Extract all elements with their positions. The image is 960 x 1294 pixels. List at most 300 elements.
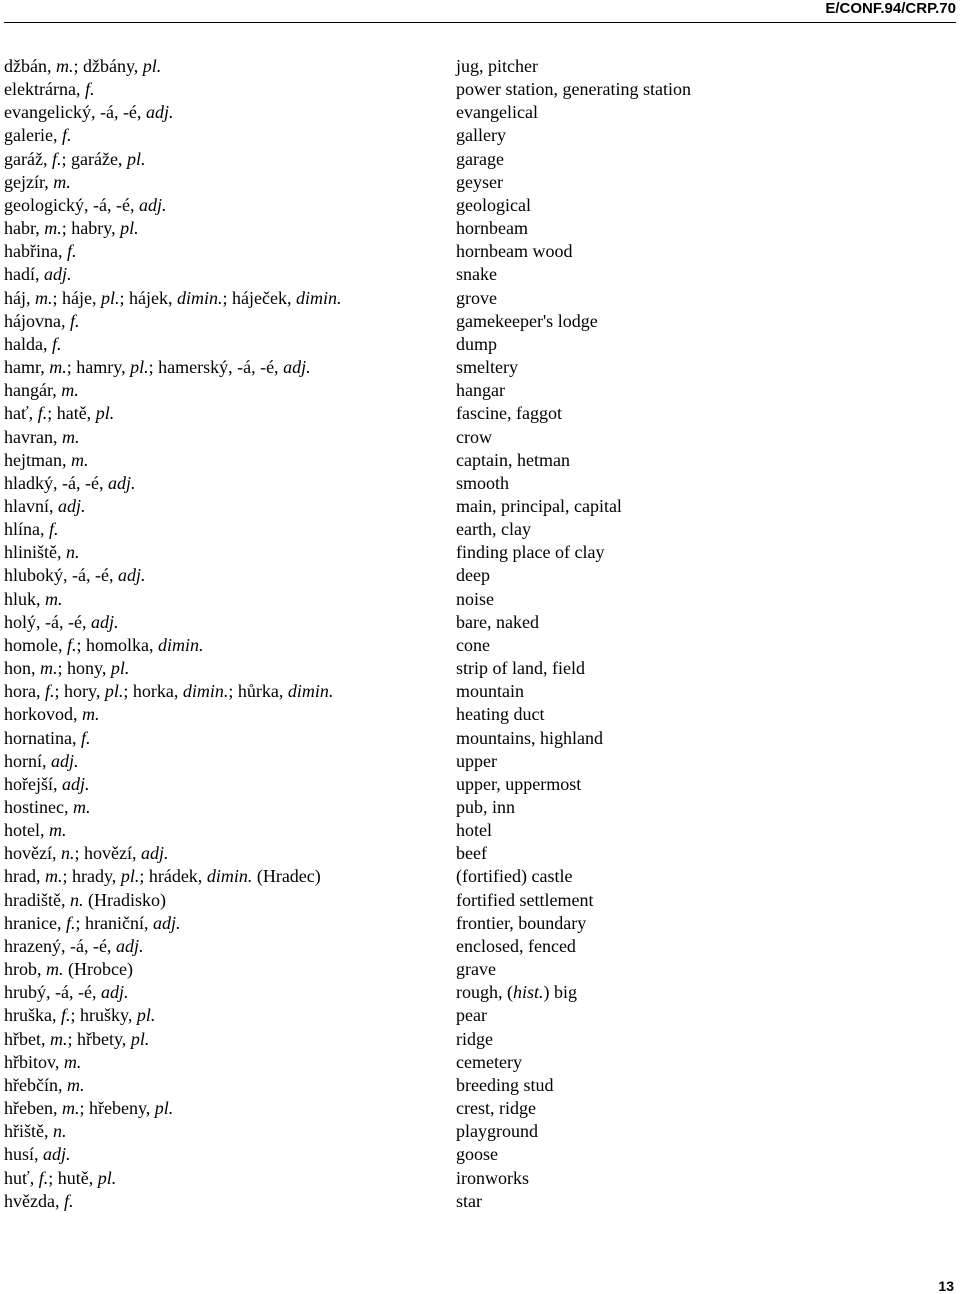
grammar-abbreviation: m. [49, 820, 67, 841]
english-gloss [456, 680, 524, 703]
czech-term-text: (Hrobce) [63, 959, 133, 980]
glossary-entry [4, 657, 956, 680]
english-gloss [456, 495, 622, 518]
english-gloss [456, 379, 505, 402]
czech-term-text: hladký, -á, -é, [4, 472, 108, 493]
czech-term-text: ; hřbety, [67, 1028, 131, 1049]
glossary-entry [4, 588, 956, 611]
english-gloss-text: grove [456, 287, 497, 308]
czech-term-text: hejtman, [4, 449, 71, 470]
grammar-abbreviation: adj. [58, 495, 86, 516]
czech-term [4, 287, 341, 310]
czech-term [4, 819, 67, 842]
english-gloss-text: deep [456, 565, 490, 586]
czech-term [4, 217, 139, 240]
english-gloss-text: grave [456, 959, 496, 980]
glossary-entry [4, 1028, 956, 1051]
czech-term-text: hranice, [4, 912, 66, 933]
grammar-abbreviation: f. [84, 79, 95, 100]
english-gloss-text: gamekeeper's lodge [456, 310, 598, 331]
czech-term [4, 101, 173, 124]
czech-term [4, 889, 166, 912]
grammar-abbreviation: pl. [130, 357, 149, 378]
czech-term [4, 1097, 173, 1120]
english-gloss-text: mountain [456, 681, 524, 702]
grammar-abbreviation: dimin. [287, 681, 334, 702]
grammar-abbreviation: adj. [100, 982, 129, 1003]
grammar-abbreviation: adj. [115, 935, 144, 956]
glossary-entry [4, 1097, 956, 1120]
grammar-abbreviation: adj. [44, 264, 72, 285]
glossary-entry [4, 356, 956, 379]
english-gloss [456, 958, 496, 981]
czech-term-text: ; hůrka, [228, 681, 288, 702]
english-gloss-text: crow [456, 426, 492, 447]
grammar-abbreviation: f. [61, 1005, 71, 1026]
czech-term-text: habřina, [4, 241, 67, 262]
glossary-entry [4, 1004, 956, 1027]
czech-term-text: (Hradec) [252, 866, 321, 887]
english-gloss [456, 1120, 538, 1143]
grammar-abbreviation: pl. [136, 1005, 156, 1026]
grammar-abbreviation: n. [53, 1121, 67, 1142]
glossary-entry [4, 981, 956, 1004]
czech-term [4, 588, 63, 611]
english-gloss-text: hornbeam wood [456, 241, 573, 262]
czech-term-text: hořejší, [4, 773, 62, 794]
grammar-abbreviation: f. [38, 1167, 49, 1188]
english-gloss [456, 101, 538, 124]
grammar-abbreviation: pl. [142, 56, 162, 76]
glossary-entry [4, 240, 956, 263]
english-gloss-text: smooth [456, 472, 510, 493]
english-gloss-text: bare, naked [456, 611, 539, 632]
czech-term-text: hotel, [4, 820, 49, 841]
english-gloss [456, 912, 586, 935]
czech-term-text: husí, [4, 1144, 44, 1165]
czech-term-text: ; hutě, [48, 1167, 98, 1188]
czech-term-text: homole, [4, 634, 67, 655]
czech-term-text: hangár, [4, 380, 62, 401]
english-gloss-text: main, principal, capital [456, 495, 622, 516]
grammar-abbreviation: dimin. [176, 287, 223, 308]
czech-term [4, 773, 90, 796]
czech-term [4, 1167, 116, 1190]
czech-term [4, 310, 80, 333]
grammar-abbreviation: m. [46, 959, 64, 980]
grammar-abbreviation: m. [44, 218, 62, 239]
czech-term [4, 703, 100, 726]
czech-term [4, 55, 161, 78]
czech-term [4, 472, 135, 495]
czech-term-text: evangelický, -á, -é, [4, 102, 146, 123]
czech-term [4, 634, 204, 657]
glossary-entry [4, 1051, 956, 1074]
czech-term-text: ; horka, [123, 681, 183, 702]
czech-term-text: hájovna, [4, 310, 70, 331]
english-gloss [456, 1097, 536, 1120]
grammar-abbreviation: m. [44, 866, 63, 887]
glossary-entry [4, 518, 956, 541]
glossary-entry [4, 750, 956, 773]
czech-term-text: ; hony, [57, 658, 111, 679]
grammar-abbreviation: m. [35, 287, 53, 308]
grammar-abbreviation: hist. [513, 982, 544, 1003]
english-gloss [456, 773, 581, 796]
grammar-abbreviation: pl. [110, 658, 130, 679]
english-gloss [456, 865, 572, 888]
glossary-entry [4, 541, 956, 564]
grammar-abbreviation: n. [69, 889, 84, 910]
czech-term-text: ; hatě, [47, 403, 96, 424]
czech-term [4, 657, 129, 680]
czech-term-text: hlavní, [4, 495, 58, 516]
glossary-entry [4, 889, 956, 912]
grammar-abbreviation: adj. [145, 102, 174, 123]
grammar-abbreviation: adj. [90, 611, 119, 632]
czech-term-text: elektrárna, [4, 79, 85, 100]
czech-term-text: galerie, [4, 125, 62, 146]
czech-term-text: ; garáže, [61, 148, 127, 169]
grammar-abbreviation: f. [63, 1190, 74, 1211]
english-gloss [456, 1051, 522, 1074]
grammar-abbreviation: m. [61, 426, 80, 447]
czech-term-text: ; hory, [54, 681, 105, 702]
english-gloss [456, 935, 576, 958]
english-gloss [456, 333, 497, 356]
czech-term-text: hon, [4, 658, 40, 679]
czech-term [4, 1028, 149, 1051]
glossary-entry [4, 379, 956, 402]
grammar-abbreviation: m. [49, 357, 67, 378]
czech-term [4, 124, 71, 147]
czech-term-text: hluboký, -á, -é, [4, 565, 118, 586]
czech-term-text: hrazený, -á, -é, [4, 935, 116, 956]
czech-term [4, 680, 333, 703]
glossary-entry [4, 287, 956, 310]
english-gloss-text: hangar [456, 380, 505, 401]
grammar-abbreviation: m. [45, 588, 63, 609]
english-gloss [456, 263, 497, 286]
english-gloss-text: cemetery [456, 1051, 522, 1072]
english-gloss-text: enclosed, fenced [456, 935, 576, 956]
czech-term [4, 842, 168, 865]
czech-term [4, 912, 180, 935]
english-gloss-text: upper, uppermost [456, 773, 582, 794]
czech-term-text: hvězda, [4, 1190, 64, 1211]
czech-term [4, 148, 145, 171]
czech-term [4, 78, 94, 101]
english-gloss [456, 240, 572, 263]
czech-term [4, 449, 88, 472]
czech-term [4, 402, 114, 425]
grammar-abbreviation: dimin. [206, 866, 253, 887]
grammar-abbreviation: pl. [126, 148, 146, 169]
czech-term-text: havran, [4, 426, 62, 447]
english-gloss-text: finding place of clay [456, 542, 605, 563]
grammar-abbreviation: m. [82, 704, 100, 725]
english-gloss-text: jug, pitcher [456, 56, 538, 76]
english-gloss [456, 402, 562, 425]
grammar-abbreviation: f. [69, 310, 80, 331]
czech-term [4, 541, 80, 564]
english-gloss-text: captain, hetman [456, 449, 570, 470]
czech-term-text: geologický, -á, -é, [4, 194, 139, 215]
czech-term-text: ; hovězí, [74, 843, 141, 864]
english-gloss-text: star [456, 1190, 482, 1211]
glossary-entry [4, 124, 956, 147]
glossary-entry [4, 611, 956, 634]
czech-term-text: ; džbány, [73, 56, 143, 76]
english-gloss-text: pear [456, 1005, 487, 1026]
english-gloss-text: ridge [456, 1028, 493, 1049]
czech-term-text: ; hraniční, [75, 912, 153, 933]
grammar-abbreviation: f. [51, 148, 62, 169]
grammar-abbreviation: f. [67, 634, 77, 655]
grammar-abbreviation: f. [80, 727, 91, 748]
english-gloss-text: gallery [456, 125, 506, 146]
grammar-abbreviation: adj. [43, 1144, 71, 1165]
czech-term-text: hostinec, [4, 797, 73, 817]
english-gloss [456, 1004, 487, 1027]
english-gloss [456, 750, 497, 773]
english-gloss-text: breeding stud [456, 1074, 554, 1095]
czech-term-text: (Hradisko) [83, 889, 166, 910]
glossary-entry [4, 472, 956, 495]
grammar-abbreviation: pl. [130, 1028, 150, 1049]
english-gloss-text: fascine, faggot [456, 403, 562, 424]
grammar-abbreviation: adj. [138, 194, 167, 215]
czech-term-text: ; hrušky, [70, 1005, 137, 1026]
grammar-abbreviation: f. [66, 241, 77, 262]
grammar-abbreviation: dimin. [158, 634, 204, 655]
glossary-entry [4, 1190, 956, 1213]
czech-term [4, 564, 145, 587]
czech-term [4, 727, 91, 750]
english-gloss-text: evangelical [456, 102, 538, 123]
czech-term-text: hřebčín, [4, 1074, 67, 1095]
english-gloss [456, 1074, 553, 1097]
glossary-entry [4, 426, 956, 449]
czech-term-text: ; habry, [61, 218, 121, 239]
czech-term [4, 495, 86, 518]
czech-term-text: huť, [4, 1167, 39, 1188]
glossary-entry [4, 78, 956, 101]
grammar-abbreviation: adj. [140, 843, 169, 864]
glossary-entry [4, 310, 956, 333]
glossary-list [4, 55, 956, 1213]
czech-term-text: hrad, [4, 866, 45, 887]
glossary-entry [4, 842, 956, 865]
glossary-entry [4, 402, 956, 425]
english-gloss [456, 356, 518, 379]
english-gloss [456, 148, 504, 171]
grammar-abbreviation: pl. [154, 1098, 174, 1119]
czech-term-text: hluk, [4, 588, 46, 609]
czech-term [4, 194, 166, 217]
grammar-abbreviation: m. [70, 449, 89, 470]
english-gloss-text: mountains, highland [456, 727, 603, 748]
grammar-abbreviation: m. [66, 1074, 85, 1095]
czech-term [4, 935, 143, 958]
czech-term [4, 1190, 73, 1213]
grammar-abbreviation: n. [66, 542, 80, 563]
czech-term-text: ; hamerský, -á, -é, [148, 357, 284, 378]
czech-term-text: hruška, [4, 1005, 61, 1026]
czech-term-text: hrubý, -á, -é, [4, 982, 101, 1003]
glossary-entry [4, 865, 956, 888]
english-gloss-text: hornbeam [456, 218, 528, 239]
english-gloss [456, 518, 531, 541]
czech-term [4, 171, 71, 194]
glossary-entry [4, 194, 956, 217]
header-rule [4, 22, 956, 23]
english-gloss [456, 727, 603, 750]
english-gloss [456, 124, 506, 147]
grammar-abbreviation: f. [49, 519, 59, 540]
english-gloss [456, 1143, 498, 1166]
grammar-abbreviation: dimin. [295, 287, 342, 308]
glossary-entry [4, 796, 956, 819]
english-gloss [456, 472, 509, 495]
english-gloss-text: earth, clay [456, 519, 531, 540]
czech-term-text: halda, [4, 333, 52, 354]
english-gloss [456, 564, 490, 587]
czech-term [4, 865, 321, 888]
glossary-entry [4, 680, 956, 703]
glossary-entry [4, 495, 956, 518]
page-number: 13 [938, 1278, 954, 1294]
english-gloss [456, 796, 515, 819]
czech-term [4, 1074, 84, 1097]
grammar-abbreviation: adj. [117, 565, 146, 586]
glossary-entry [4, 171, 956, 194]
english-gloss [456, 703, 544, 726]
grammar-abbreviation: m. [55, 56, 74, 76]
czech-term [4, 750, 79, 773]
czech-term-text: háj, [4, 287, 35, 308]
czech-term-text: hřeben, [4, 1098, 62, 1119]
czech-term-text: ; hamry, [66, 357, 131, 378]
grammar-abbreviation: f. [51, 333, 62, 354]
czech-term-text: hlína, [4, 519, 49, 540]
czech-term-text: hamr, [4, 357, 50, 378]
english-gloss [456, 1190, 482, 1213]
english-gloss-text: pub, inn [456, 797, 516, 817]
czech-term [4, 796, 91, 819]
czech-term-text: gejzír, [4, 171, 54, 192]
grammar-abbreviation: adj. [152, 912, 181, 933]
english-gloss-text: dump [456, 333, 498, 354]
glossary-entry [4, 1074, 956, 1097]
czech-term [4, 1143, 71, 1166]
english-gloss-text: cone [456, 634, 490, 655]
czech-term-text: ; hrádek, [139, 866, 207, 887]
glossary-entry [4, 1167, 956, 1190]
grammar-abbreviation: m. [53, 171, 71, 192]
grammar-abbreviation: f. [61, 125, 72, 146]
czech-term [4, 426, 79, 449]
czech-term [4, 1120, 67, 1143]
english-gloss [456, 310, 598, 333]
czech-term-text: ; hájek, [119, 287, 177, 308]
english-gloss [456, 217, 528, 240]
english-gloss [456, 981, 577, 1004]
grammar-abbreviation: adj. [107, 472, 136, 493]
english-gloss-text: playground [456, 1121, 538, 1142]
glossary-entry [4, 148, 956, 171]
czech-term [4, 379, 79, 402]
english-gloss [456, 657, 585, 680]
glossary-entry [4, 1143, 956, 1166]
glossary-entry [4, 564, 956, 587]
czech-term [4, 518, 59, 541]
czech-term [4, 611, 118, 634]
grammar-abbreviation: adj. [51, 750, 79, 771]
grammar-abbreviation: m. [40, 658, 58, 679]
czech-term-text: hradiště, [4, 889, 70, 910]
glossary-entry [4, 55, 956, 78]
glossary-entry [4, 634, 956, 657]
glossary-entry [4, 703, 956, 726]
grammar-abbreviation: pl. [120, 218, 139, 239]
english-gloss [456, 889, 593, 912]
grammar-abbreviation: pl. [95, 403, 115, 424]
english-gloss-text: ) big [543, 982, 578, 1003]
czech-term-text: hadí, [4, 264, 44, 285]
czech-term-text: ; homolka, [76, 634, 159, 655]
czech-term [4, 958, 133, 981]
czech-term-text: ; háječek, [222, 287, 296, 308]
english-gloss-text: fortified settlement [456, 889, 594, 910]
czech-term-text: hliniště, [4, 542, 66, 563]
grammar-abbreviation: m. [63, 1051, 82, 1072]
english-gloss [456, 1167, 529, 1190]
english-gloss-text: rough, ( [456, 982, 513, 1003]
glossary-entry [4, 773, 956, 796]
english-gloss [456, 541, 604, 564]
czech-term-text: horní, [4, 750, 51, 771]
english-gloss-text: geological [456, 194, 531, 215]
czech-term-text: garáž, [4, 148, 52, 169]
czech-term [4, 1004, 155, 1027]
english-gloss [456, 194, 531, 217]
english-gloss-text: beef [456, 843, 487, 864]
czech-term [4, 240, 77, 263]
english-gloss-text: geyser [456, 171, 503, 192]
czech-term [4, 981, 128, 1004]
czech-term-text: hřbet, [4, 1028, 50, 1049]
grammar-abbreviation: pl. [104, 681, 124, 702]
czech-term-text: hať, [4, 403, 38, 424]
glossary-entry [4, 819, 956, 842]
english-gloss-text: (fortified) castle [456, 866, 573, 887]
czech-term [4, 333, 62, 356]
english-gloss [456, 78, 691, 101]
czech-term-text: habr, [4, 218, 45, 239]
glossary-entry [4, 1120, 956, 1143]
grammar-abbreviation: pl. [120, 866, 140, 887]
english-gloss [456, 287, 497, 310]
english-gloss-text: ironworks [456, 1167, 529, 1188]
czech-term-text: hovězí, [4, 843, 61, 864]
english-gloss [456, 819, 492, 842]
grammar-abbreviation: m. [61, 380, 79, 401]
czech-term-text: hornatina, [4, 727, 81, 748]
czech-term [4, 263, 72, 286]
english-gloss-text: smeltery [456, 357, 518, 378]
english-gloss-text: heating duct [456, 704, 545, 725]
